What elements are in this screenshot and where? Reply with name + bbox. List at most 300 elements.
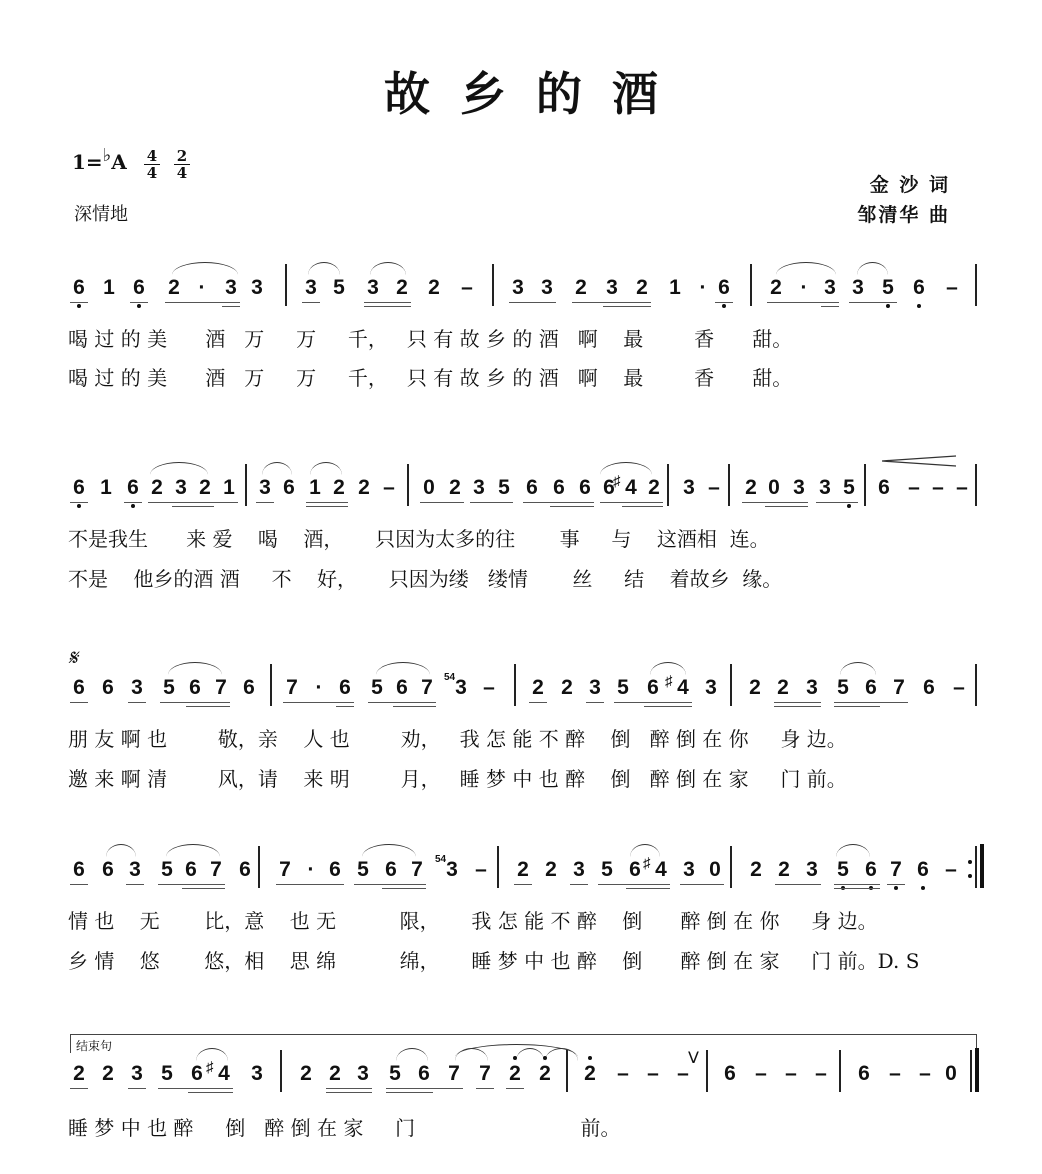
duration-underline — [148, 502, 238, 503]
note-value: – — [755, 1062, 767, 1085]
note-value: 6 — [73, 276, 85, 299]
note — [297, 1062, 315, 1086]
duration-underline — [128, 702, 146, 703]
note-value: 6 — [239, 858, 251, 881]
note — [130, 276, 148, 300]
duration-dash — [942, 858, 960, 882]
note-value: 6 — [191, 1062, 203, 1085]
note-value: 2 — [584, 1062, 596, 1085]
note — [536, 1062, 554, 1086]
note — [148, 476, 166, 500]
note — [767, 276, 785, 300]
note-value: 3 — [573, 858, 585, 881]
note — [910, 276, 928, 300]
slur — [370, 262, 406, 275]
note-value: 3 — [806, 858, 818, 881]
slur — [172, 262, 238, 275]
barline — [245, 464, 247, 506]
note — [598, 858, 616, 882]
note-value: – — [708, 476, 720, 499]
note-value: 1 — [103, 276, 115, 299]
duration-underline — [586, 702, 604, 703]
crescendo-hairpin-icon — [882, 454, 962, 470]
duration-dash — [943, 276, 961, 300]
dot-extension — [310, 676, 328, 700]
note — [849, 276, 867, 300]
lyricist-credit: 金 沙 词 — [869, 174, 950, 196]
duration-dash — [950, 676, 968, 700]
note — [212, 676, 230, 700]
slur — [376, 662, 430, 675]
note-value: 2 — [539, 1062, 551, 1085]
slur — [168, 662, 222, 675]
note-value: 2 — [532, 676, 544, 699]
note-value: 5 — [333, 276, 345, 299]
note — [306, 476, 324, 500]
duration-underline — [420, 502, 464, 503]
note-value: 1 — [669, 276, 681, 299]
duration-underline — [158, 1088, 233, 1089]
low-octave-dot — [847, 504, 851, 508]
note — [890, 676, 908, 700]
note — [435, 854, 461, 882]
duration-underline — [644, 706, 692, 707]
duration-underline — [523, 502, 594, 503]
note — [172, 476, 190, 500]
duration-underline — [774, 702, 821, 703]
barline — [730, 846, 732, 888]
note — [124, 476, 142, 500]
note-value: 2 — [545, 858, 557, 881]
duration-underline — [368, 702, 436, 703]
note-value: 3 — [131, 1062, 143, 1085]
note-value: 3 — [852, 276, 864, 299]
note — [393, 276, 411, 300]
note — [790, 476, 808, 500]
note-value: 5 — [601, 858, 613, 881]
duration-underline — [186, 706, 230, 707]
note-value: – — [956, 476, 968, 499]
barline — [750, 264, 752, 306]
note-value: 6 — [878, 476, 890, 499]
note — [862, 676, 880, 700]
note-value: – — [461, 276, 473, 299]
note-value: 5 — [837, 858, 849, 881]
note-value: 2 — [396, 276, 408, 299]
note-value: 7 — [893, 676, 905, 699]
grace-notes: 54 — [444, 672, 456, 683]
note-value: 3 — [806, 676, 818, 699]
note — [775, 858, 793, 882]
barline — [497, 846, 499, 888]
note — [206, 1059, 233, 1086]
duration-underline — [386, 1088, 463, 1089]
dot-extension — [694, 276, 712, 300]
low-octave-dot — [921, 886, 925, 890]
note-value: 6 — [73, 476, 85, 499]
note — [364, 276, 382, 300]
note — [470, 476, 488, 500]
duration-underline — [172, 506, 214, 507]
note-value: 2 — [770, 276, 782, 299]
duration-underline — [849, 302, 897, 303]
note-value: 4 — [625, 476, 637, 499]
note-value: 6 — [629, 858, 641, 881]
note — [188, 1062, 206, 1086]
note-value: 4 — [655, 858, 667, 881]
note-value: 2 — [168, 276, 180, 299]
note-value: – — [647, 1062, 659, 1085]
duration-underline — [386, 1092, 433, 1093]
note-value: 3 — [305, 276, 317, 299]
note — [236, 858, 254, 882]
note — [207, 858, 225, 882]
note-value: 6 — [865, 676, 877, 699]
note-value: 6 — [923, 676, 935, 699]
note — [97, 476, 115, 500]
note — [100, 276, 118, 300]
duration-underline — [816, 502, 858, 503]
note-value: 2 — [745, 476, 757, 499]
time-numerator: 2 — [174, 148, 190, 165]
note — [425, 276, 443, 300]
note-value: 7 — [479, 1062, 491, 1085]
note-value: 2 — [333, 476, 345, 499]
note — [99, 676, 117, 700]
duration-underline — [302, 302, 320, 303]
lyric-line: 喝 过 的 美 酒 万 万 千， 只 有 故 乡 的 酒 啊 最 香 甜。 — [68, 366, 793, 390]
duration-underline — [514, 884, 532, 885]
duration-underline — [572, 302, 651, 303]
duration-underline — [130, 302, 148, 303]
duration-underline — [765, 506, 808, 507]
note-value: 3 — [259, 476, 271, 499]
note-value: 7 — [286, 676, 298, 699]
note — [256, 476, 274, 500]
note — [816, 476, 834, 500]
note-value: 6 — [917, 858, 929, 881]
note-value: 3 — [455, 676, 467, 699]
note-value: 2 — [648, 476, 660, 499]
barline — [285, 264, 287, 306]
note — [746, 676, 764, 700]
duration-underline — [506, 1088, 524, 1089]
barline — [667, 464, 669, 506]
duration-dash — [886, 1062, 904, 1086]
slur — [840, 662, 876, 675]
note-value: · — [198, 276, 206, 299]
note-value: · — [699, 276, 707, 299]
note-value: 2 — [428, 276, 440, 299]
barline-thin — [975, 846, 977, 888]
note — [444, 672, 470, 700]
note — [240, 676, 258, 700]
note — [920, 676, 938, 700]
lyric-line: 邀 来 啊 清 风，请 来 明 月， 睡 梦 中 也 醉 倒 醉 倒 在 家 门 前。 — [68, 767, 847, 791]
note — [862, 858, 880, 882]
note — [70, 1062, 88, 1086]
note — [283, 676, 301, 700]
duration-underline — [775, 884, 821, 885]
dot-extension — [193, 276, 211, 300]
note-value: 5 — [498, 476, 510, 499]
duration-dash — [782, 1062, 800, 1086]
note-value: 2 — [509, 1062, 521, 1085]
note — [702, 676, 720, 700]
note-value: 2 — [199, 476, 211, 499]
note — [420, 476, 438, 500]
duration-underline — [603, 306, 651, 307]
note — [538, 276, 556, 300]
barline — [975, 464, 977, 506]
note-value: 4 — [218, 1062, 230, 1085]
duration-dash — [644, 1062, 662, 1086]
note — [742, 476, 760, 500]
note — [355, 476, 373, 500]
duration-underline — [622, 506, 663, 507]
note — [721, 1062, 739, 1086]
note — [182, 858, 200, 882]
note-value: – — [677, 1062, 689, 1085]
slur — [310, 462, 342, 475]
high-octave-dot — [588, 1056, 592, 1060]
barline — [706, 1050, 708, 1092]
note-value: 6 — [396, 676, 408, 699]
duration-underline — [306, 502, 348, 503]
note-value: 6 — [73, 676, 85, 699]
duration-underline — [165, 302, 240, 303]
barline-thick — [980, 844, 984, 888]
duration-dash — [905, 476, 923, 500]
note-value: 5 — [161, 1062, 173, 1085]
note-value: 2 — [749, 676, 761, 699]
duration-underline — [222, 306, 240, 307]
dot-extension — [302, 858, 320, 882]
slur — [308, 262, 340, 275]
slur — [362, 844, 416, 857]
note-value: – — [483, 676, 495, 699]
note-value: 6 — [858, 1062, 870, 1085]
note-value: 2 — [777, 676, 789, 699]
note-value: 7 — [421, 676, 433, 699]
note-value: 2 — [102, 1062, 114, 1085]
barline — [839, 1050, 841, 1092]
note-value: 2 — [561, 676, 573, 699]
duration-underline — [283, 702, 354, 703]
note-value: 6 — [243, 676, 255, 699]
note — [603, 276, 621, 300]
note — [158, 858, 176, 882]
note — [581, 1062, 599, 1086]
note — [330, 276, 348, 300]
note — [70, 276, 88, 300]
note — [680, 858, 698, 882]
note-value: 6 — [189, 676, 201, 699]
note-value: 3 — [131, 676, 143, 699]
note-value: 6 — [603, 476, 615, 499]
note-value: 3 — [512, 276, 524, 299]
barline — [492, 264, 494, 306]
note — [99, 858, 117, 882]
note-value: 2 — [575, 276, 587, 299]
duration-underline — [364, 306, 411, 307]
time-signature-2-4 — [174, 148, 190, 181]
note-value: 5 — [163, 676, 175, 699]
key-signature — [72, 145, 127, 174]
note-value: 2 — [73, 1062, 85, 1085]
slur — [150, 462, 208, 475]
duration-dash — [472, 858, 490, 882]
composer-credit: 邹清华 曲 — [857, 204, 950, 226]
note-value: 6 — [579, 476, 591, 499]
score-title: 故乡的酒 — [384, 67, 688, 121]
slur — [166, 844, 220, 857]
note-value: 3 — [793, 476, 805, 499]
note-value: 3 — [824, 276, 836, 299]
note-value: 1 — [223, 476, 235, 499]
low-octave-dot — [894, 886, 898, 890]
duration-dash — [614, 1062, 632, 1086]
note-value: 6 — [526, 476, 538, 499]
note — [128, 1062, 146, 1086]
note — [834, 858, 852, 882]
duration-underline — [626, 888, 670, 889]
note — [476, 1062, 494, 1086]
duration-underline — [382, 888, 426, 889]
note — [633, 276, 651, 300]
note-value: – — [785, 1062, 797, 1085]
note-value: 6 — [133, 276, 145, 299]
note — [386, 1062, 404, 1086]
barline — [258, 846, 260, 888]
note — [666, 276, 684, 300]
note-value: 0 — [768, 476, 780, 499]
duration-underline — [306, 506, 348, 507]
note — [875, 476, 893, 500]
duration-underline — [834, 706, 880, 707]
barline-thin — [970, 1050, 972, 1092]
note — [523, 476, 541, 500]
note-value: · — [315, 676, 323, 699]
note-value: 3 — [367, 276, 379, 299]
sharp-icon: ♯ — [665, 673, 673, 690]
note — [529, 676, 547, 700]
barline-thick — [975, 1048, 979, 1092]
low-octave-dot — [722, 304, 726, 308]
note-value: – — [953, 676, 965, 699]
note-value: 6 — [102, 858, 114, 881]
note — [418, 676, 436, 700]
note-value: 3 — [705, 676, 717, 699]
tempo-marking: 深情地 — [74, 204, 128, 225]
slur — [836, 844, 870, 857]
duration-underline — [364, 302, 411, 303]
duration-underline — [529, 702, 547, 703]
note — [576, 476, 594, 500]
note-value: – — [617, 1062, 629, 1085]
note-value: 6 — [865, 858, 877, 881]
note — [643, 855, 670, 882]
note — [509, 276, 527, 300]
duration-underline — [680, 884, 724, 885]
duration-underline — [256, 502, 274, 503]
note-value: 1 — [100, 476, 112, 499]
grace-notes: 54 — [435, 854, 447, 865]
flat-icon: ♭ — [102, 145, 112, 166]
note-value: 0 — [945, 1062, 957, 1085]
barline — [728, 464, 730, 506]
note-value: 3 — [129, 858, 141, 881]
note — [393, 676, 411, 700]
duration-underline — [126, 884, 144, 885]
note — [840, 476, 858, 500]
lyric-line: 乡 情 悠 悠，相 思 绵 绵， 睡 梦 中 也 醉 倒 醉 倒 在 家 门 前。D. S — [68, 949, 920, 973]
barline — [270, 664, 272, 706]
note-value: 6 — [418, 1062, 430, 1085]
duration-underline — [160, 702, 230, 703]
duration-underline — [124, 502, 142, 503]
note-value: – — [919, 1062, 931, 1085]
note-value: 2 — [636, 276, 648, 299]
note — [834, 676, 852, 700]
note — [572, 276, 590, 300]
note-value: 2 — [300, 1062, 312, 1085]
note-value: 7 — [210, 858, 222, 881]
note-value: 3 — [251, 1062, 263, 1085]
dot-extension — [795, 276, 813, 300]
key-note: A — [111, 150, 127, 174]
note-value: 6 — [339, 676, 351, 699]
duration-underline — [326, 1092, 372, 1093]
note-value: – — [908, 476, 920, 499]
note-value: · — [307, 858, 315, 881]
note — [70, 858, 88, 882]
note-value: 5 — [617, 676, 629, 699]
note-value: 3 — [225, 276, 237, 299]
note-value: 3 — [357, 1062, 369, 1085]
duration-underline — [158, 884, 225, 885]
barline — [975, 664, 977, 706]
note-value: 7 — [411, 858, 423, 881]
note-value: 6 — [185, 858, 197, 881]
note — [506, 1062, 524, 1086]
note — [248, 276, 266, 300]
duration-underline — [354, 884, 426, 885]
breath-mark-icon: V — [688, 1048, 699, 1067]
duration-underline — [276, 884, 344, 885]
duration-dash — [916, 1062, 934, 1086]
note — [368, 676, 386, 700]
duration-underline — [70, 302, 88, 303]
slur — [776, 262, 836, 275]
note — [165, 276, 183, 300]
duration-underline — [834, 888, 880, 889]
note — [586, 676, 604, 700]
note-value: 5 — [161, 858, 173, 881]
note — [70, 676, 88, 700]
note — [354, 1062, 372, 1086]
note — [446, 476, 464, 500]
note-value: – — [945, 858, 957, 881]
note-value: 6 — [718, 276, 730, 299]
note — [644, 676, 662, 700]
note — [514, 858, 532, 882]
note-value: 5 — [882, 276, 894, 299]
note — [326, 858, 344, 882]
note-value: 4 — [677, 676, 689, 699]
note — [128, 676, 146, 700]
barline — [407, 464, 409, 506]
